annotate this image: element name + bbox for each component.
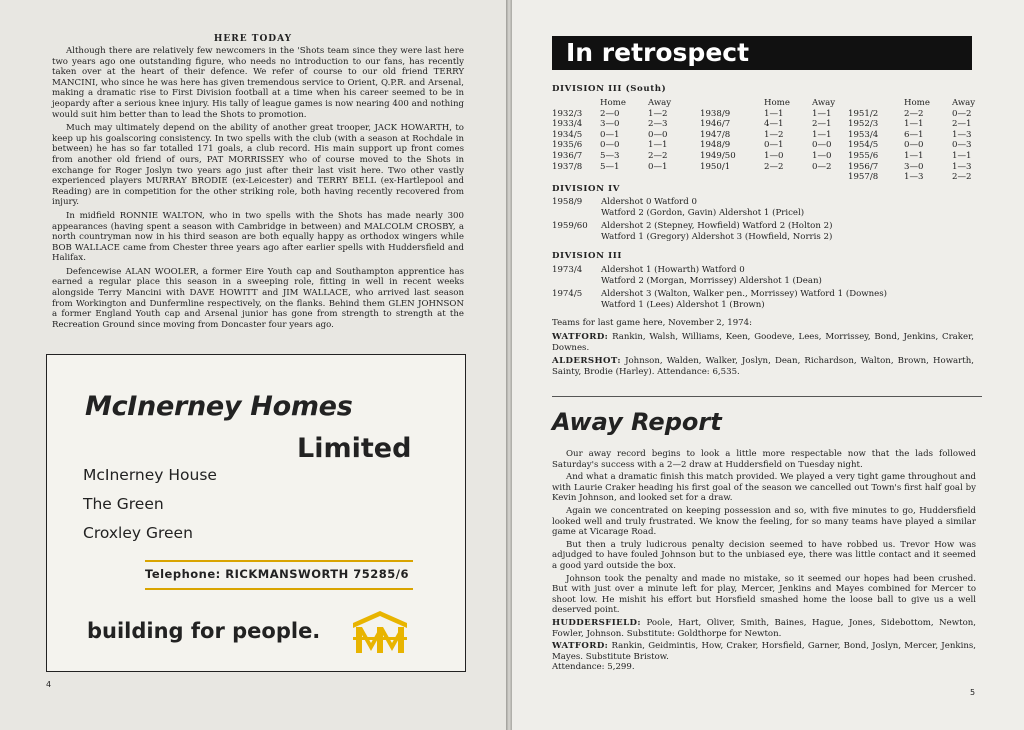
away-huddersfield-team: HUDDERSFIELD: Poole, Hart, Oliver, Smith, Baines, Hague, Jones, Sidebottom, Newton, Fowler, Johnson. Substitute: Goldthorpe for Newton.: [552, 617, 977, 639]
here-today-heading: HERE TODAY: [213, 34, 293, 44]
result-row: 1933/4 3—0 2—3: [552, 119, 668, 130]
result-row: 1935/6 0—0 1—1: [552, 140, 668, 151]
away-report-article: [552, 449, 976, 673]
away-watford-team: WATFORD: Rankin, Geidmintis, How, Craker, Horsfield, Garner, Bond, Joslyn, Mercer, Jenkins, Mayes. Substitute Bristow.: [552, 641, 976, 662]
ad-address-line: Croxley Green: [83, 524, 193, 542]
ad-company-suffix: Limited: [297, 433, 412, 464]
ad-address-line: McInerney House: [83, 466, 217, 484]
left-page: [0, 0, 506, 730]
mcinerney-advertisement: [46, 354, 466, 672]
division-4-heading: DIVISION IV: [552, 184, 621, 194]
away-attendance: Attendance: 5,299.: [552, 662, 635, 673]
section-divider: [552, 396, 982, 397]
col-header-home: Home: [600, 98, 626, 108]
ad-telephone: Telephone: RICKMANSWORTH 75285/6: [145, 567, 409, 581]
result-row: 1938/9 1—1 1—1: [700, 108, 832, 119]
ad-divider: [145, 560, 413, 562]
col-header-away: Away: [648, 98, 672, 108]
ad-company-name: McInerney Homes: [85, 391, 353, 422]
teams-aldershot: ALDERSHOT: Johnson, Walden, Walker, Joslyn, Dean, Richardson, Walton, Brown, Howarth, Sainty, Brodie (Harley). Attendance: 6,535.: [552, 356, 974, 377]
division-3-south-heading: DIVISION III (South): [552, 84, 667, 94]
division-3-heading: DIVISION III: [552, 251, 622, 261]
article-paragraph: Although there are relatively few newcomers in the 'Shots team since they were last here two years ago one outstanding figure, who needs no introduction to our fans, has recently taken over at the heart of their defence. We refer of course to our old friend TERRY MANCINI, who since he was here has given tremendous service to Orient, Q.P.R. and Arsenal, making a dramatic rise to First Division football at a time when his career seemed to be in jeopardy after a serious knee injury. His tally of league games is now nearing 400 and nothing would suit him better than to lead the Shots to promotion.: [52, 46, 464, 120]
article-paragraph: In midfield RONNIE WALTON, who in two spells with the Shots has made nearly 300 appearances (having spent a season with Cambridge in between) and MALCOLM CROSBY, a north countryman now in his third season are both equally happy as orthodox wingers while BOB WALLACE came from Chester three years ago after earlier spells with Huddersfield and Halifax.: [52, 210, 464, 264]
ad-address: [83, 461, 217, 548]
results-column: [848, 98, 992, 183]
page-number: 5: [970, 688, 976, 697]
results-column: [552, 98, 688, 172]
col-header-home: Home: [764, 98, 790, 108]
result-row: 1948/9 0—1 0—0: [700, 140, 832, 151]
result-row: 1937/8 5—1 0—1: [552, 161, 668, 172]
result-row: 1932/3 2—0 1—2: [552, 108, 668, 119]
article-paragraph: Defencewise ALAN WOOLER, a former Eire Youth cap and Southampton apprentice has earned a regular place this season in a sweeping role, fitting in well in recent weeks alongside Terry Mancini with DAVE HOWITT and JIM WALLACE, who arrived last season from Workington and Dunfermline respectively, on the flanks. Behind them GLEN JOHNSON a former England Youth cap and Arsenal junior has gone from strength to strength at the Recreation Ground since moving from Doncaster four years ago.: [52, 266, 464, 330]
result-row: 1953/4 6—1 1—3: [848, 129, 972, 140]
result-row: 1936/7 5—3 2—2: [552, 150, 668, 161]
result-row: 1950/1 2—2 0—2: [700, 161, 832, 172]
article-paragraph: Johnson took the penalty and made no mistake, so it seemed our hopes had been crushed. But with just over a minute left for play, Mercer, Jenkins and Mayes combined for Mercer to shoot low. He mishit his effort but Horsfield smashed home the loose ball to give us a well deserved point.: [552, 573, 976, 616]
result-row: 1947/8 1—2 1—1: [700, 129, 832, 140]
result-row: 1952/3 1—1 2—1: [848, 119, 972, 130]
mcinerney-logo-icon: [353, 609, 407, 655]
article-paragraph: But then a truly ludicrous penalty decision seemed to have robbed us. Trevor How was adjudged to have fouled Johnson but to the unbiased eye, there was little contact and it seemed a good yard outside the box.: [552, 539, 976, 571]
ad-address-line: The Green: [83, 495, 164, 513]
in-retrospect-banner: In retrospect: [552, 36, 972, 70]
col-header-home: Home: [904, 98, 930, 108]
ad-slogan: building for people.: [87, 619, 321, 643]
result-row: 1955/6 1—1 1—1: [848, 150, 972, 161]
col-header-away: Away: [952, 98, 976, 108]
col-header-away: Away: [812, 98, 836, 108]
article-paragraph: Again we concentrated on keeping possession and so, with five minutes to go, Huddersfield looked well and truly frustrated. We know the feeling, for so many teams have played a similar game at Vicarage Road.: [552, 505, 976, 538]
result-row: 1951/2 2—2 0—2: [848, 108, 972, 119]
result-row: 1949/50 1—0 1—0: [700, 150, 832, 161]
ad-divider: [145, 588, 413, 590]
result-row: 1954/5 0—0 0—3: [848, 140, 972, 151]
article-paragraph: And what a dramatic finish this match provided. We played a very tight game throughout and with Laurie Craker heading his first goal of the season we cancelled out Town's first half goal by Kevin Johnson, and looked set for a draw.: [552, 472, 976, 504]
article-paragraph: Much may ultimately depend on the ability of another great trooper, JACK HOWARTH, to keep up his goalscoring consistency. In two spells with the club (with a season at Rochdale in between) he has so far totalled 171 goals, a club record. His main support up front comes from another old friend of ours, PAT MORRISSEY who of course moved to the Shots in exchange for Roger Joslyn two years ago just after their last visit here. Two other vastly experienced players MURRAY BRODIE (ex-Leicester) and TERRY BELL (ex-Hartlepool and Reading) are in competition for the other striking role, both having recently recovered from injury.: [52, 123, 464, 208]
teams-watford: WATFORD: Rankin, Walsh, Williams, Keen, Goodeve, Lees, Morrissey, Bond, Jenkins, Craker, Downes.: [552, 332, 974, 353]
here-today-article: [52, 46, 464, 330]
result-row: 1934/5 0—1 0—0: [552, 129, 668, 140]
result-row: 1956/7 3—0 1—3: [848, 161, 972, 172]
away-report-title: Away Report: [552, 408, 722, 436]
results-column: [700, 98, 852, 172]
result-row: 1946/7 4—1 2—1: [700, 119, 832, 130]
result-row: 1957/8 1—3 2—2: [848, 172, 972, 183]
page-number: 4: [46, 680, 52, 689]
right-page: In retrospect DIVISION III (South) Home Away 1932/3 2—0 1—2 1933/4 3—0 2—3 1934/5 0—1 0—0 1935/6 0—0 1—1 1936/7 5—3 2—2 1937/8 5—1 0—1 Home Away 1938/9 1—1 1—1 1946/7 4—1 2—1 1947/8 1—2 1—1 1948/9 0—1 0—0 1949/50 1—0 1—0 1950/1 2—2 0—2 Home Away 1951/2 2—2 0—2 1952/3 1—1 2—1 1953/4 6—1 1—3 1954/5 0—0 0—3 1955/6 1—1 1—1 1956/7 3—0 1—3 1957/8 1—3 2—2 DIVISION IV 1958/9 Aldershot 0 Watford 0 Watford 2 (Gordon, Gavin) Aldershot 1 (Pricel) 1959/60 Aldershot 2 (Stepney, Howfield) Watford 2 (Holton 2) Watford 1 (Gregory) Aldershot 3 (Howfield, Norris 2) DIVISION III 1973/4 Aldershot 1 (Howarth) Watford 0 Watford 2 (Morgan, Morrissey) Aldershot 1 (Dean) 1974/5 Aldershot 3 (Walton, Walker pen., Morrissey) Watford 1 (Downes) Watford 1 (Lees) Aldershot 1 (Brown) Teams for last game here, November 2, 1974: WATFORD: Rankin, Walsh, Williams, Keen, Goodeve, Lees, Morrissey, Bond, Jenkins, Craker, Downes. ALDERSHOT: Johnson, Walden, Walker, Joslyn, Dean, Richardson, Walton, Brown, Howarth, Sainty, Brodie (Harley). Attendance: 6,535. Away Report Our away record begins to look a little more respectable now that the lads followed Saturday's success with a 2—2 draw at Huddersfield on Tuesday night. And what a dramatic finish this match provided. We played a very tight game throughout and with Laurie Craker heading his first goal of the season we cancelled out Town's first half goal by Kevin Johnson, and looked set for a draw. Again we concentrated on keeping possession and so, with five minutes to go, Huddersfield looked well and truly frustrated. We know the feeling, for so many teams have played a similar game at Vicarage Road. But then a truly ludicrous penalty decision seemed to have robbed us. Trevor How was adjudged to have fouled Johnson but to the unbiased eye, there was little contact and it seemed a good yard outside the box. Johnson took the penalty and made no mistake, so it seemed our hopes had been crushed. But with just over a minute left for play, Mercer, Jenkins and Mayes combined for Mercer to shoot low. He mishit his effort but Horsfield smashed home the loose ball to give us a well deserved point. HUDDERSFIELD: Poole, Hart, Oliver, Smith, Baines, Hague, Jones, Sidebottom, Newton, Fowler, Johnson. Substitute: Goldthorpe for Newton. WATFORD: Rankin, Geidmintis, How, Craker, Horsfield, Garner, Bond, Joslyn, Mercer, Jenkins, Mayes. Substitute Bristow. Attendance: 5,299. 5: [512, 0, 1024, 730]
article-paragraph: Our away record begins to look a little more respectable now that the lads followed Saturday's success with a 2—2 draw at Huddersfield on Tuesday night.: [552, 449, 976, 470]
teams-intro: Teams for last game here, November 2, 1974:: [552, 318, 753, 328]
